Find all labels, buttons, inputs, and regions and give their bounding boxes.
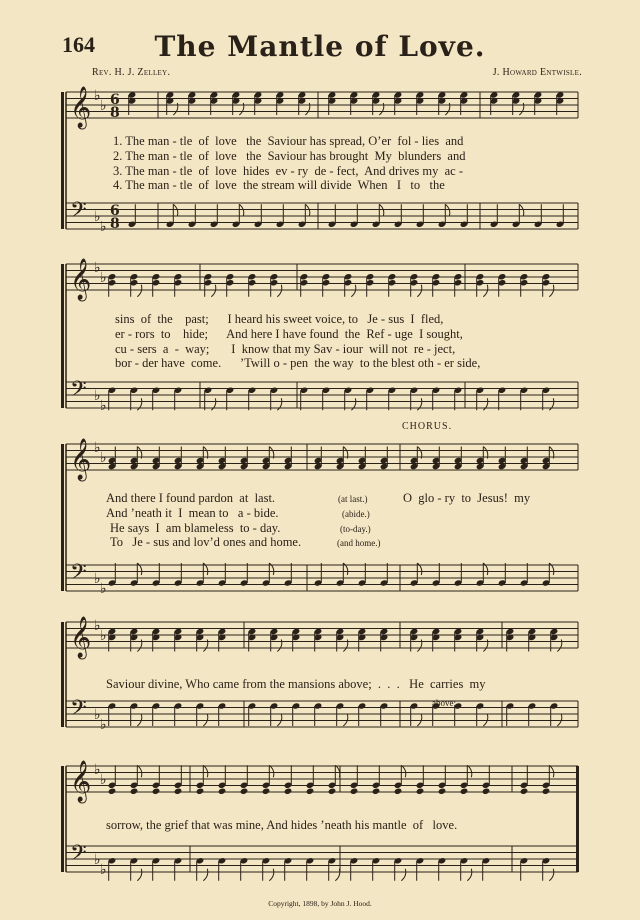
- note-flag: [203, 765, 208, 777]
- note-head: [174, 788, 183, 795]
- chorus-label: CHORUS.: [402, 421, 453, 432]
- verse-line: bor - der have come. ’Twill o - pen the way to the blest oth - er side,: [115, 356, 481, 370]
- bass-clef-icon: 𝄢: [70, 377, 87, 407]
- time-signature: 6: [110, 203, 120, 219]
- note-flag: [277, 285, 282, 297]
- note-flag: [335, 869, 340, 881]
- note-flag: [417, 285, 422, 297]
- note-flag: [549, 765, 554, 777]
- time-signature: 8: [110, 216, 120, 232]
- note-head: [240, 788, 249, 795]
- note-flag: [269, 765, 274, 777]
- verse-line: To Je - sus and lov’d ones and home.: [110, 535, 302, 549]
- hymn-number: 164: [62, 32, 95, 57]
- verse-line: sins of the past; I heard his sweet voice, to Je - sus I fled,: [115, 312, 444, 326]
- note-flag: [467, 869, 472, 881]
- note-head: [394, 788, 403, 795]
- system-bracket: [61, 622, 64, 727]
- flat-icon: ♭: [100, 219, 107, 235]
- refrain-text: O glo - ry to Jesus! my: [403, 491, 531, 505]
- note-head: [520, 788, 529, 795]
- note-flag: [549, 285, 554, 297]
- note-flag: [269, 869, 274, 881]
- flat-icon: ♭: [94, 260, 101, 276]
- note-flag: [401, 869, 406, 881]
- time-signature: 8: [110, 105, 120, 121]
- treble-clef-icon: 𝄞: [70, 87, 92, 128]
- verse-line: Saviour divine, Who came from the mansions above; . . . He carries my: [106, 677, 486, 691]
- flat-icon: ♭: [94, 209, 101, 225]
- note-head: [152, 788, 161, 795]
- flat-icon: ♭: [94, 762, 101, 778]
- note-head: [328, 788, 337, 795]
- system-bracket: [61, 766, 64, 872]
- flat-icon: ♭: [94, 571, 101, 587]
- treble-clef-icon: 𝄞: [70, 617, 92, 658]
- verse-line: And there I found pardon at last.: [106, 491, 276, 505]
- echo-text: (to-day.): [340, 524, 371, 534]
- flat-icon: ♭: [100, 717, 107, 733]
- note-flag: [379, 204, 384, 216]
- note-head: [482, 788, 491, 795]
- system-bracket: [61, 444, 64, 591]
- author-credit: Rev. H. J. Zelley.: [92, 67, 171, 78]
- note-flag: [335, 765, 340, 777]
- flat-icon: ♭: [100, 398, 107, 414]
- echo-text: above;: [432, 698, 456, 708]
- flat-icon: ♭: [94, 388, 101, 404]
- copyright-notice: Copyright, 1898, by John J. Hood.: [268, 899, 372, 908]
- note-head: [438, 788, 447, 795]
- note-flag: [203, 869, 208, 881]
- note-flag: [137, 869, 142, 881]
- note-flag: [351, 285, 356, 297]
- note-flag: [173, 204, 178, 216]
- flat-icon: ♭: [100, 450, 107, 466]
- flat-icon: ♭: [100, 628, 107, 644]
- note-head: [542, 788, 551, 795]
- note-flag: [519, 204, 524, 216]
- echo-text: (and home.): [337, 538, 381, 548]
- note-flag: [467, 765, 472, 777]
- flat-icon: ♭: [94, 852, 101, 868]
- note-head: [460, 788, 469, 795]
- note-flag: [483, 285, 488, 297]
- note-head: [108, 788, 117, 795]
- verse-line: 4. The man - tle of love the stream will divide When I to the: [113, 178, 445, 192]
- flat-icon: ♭: [94, 707, 101, 723]
- flat-icon: ♭: [94, 88, 101, 104]
- treble-clef-icon: 𝄞: [70, 761, 92, 802]
- note-head: [372, 788, 381, 795]
- note-head: [130, 788, 139, 795]
- verse-line: He says I am blameless to - day.: [110, 521, 281, 535]
- flat-icon: ♭: [100, 581, 107, 597]
- note-flag: [401, 765, 406, 777]
- verse-line: cu - sers a - way; I know that my Sav - iour will not re - ject,: [115, 342, 456, 356]
- echo-text: (at last.): [338, 494, 368, 504]
- verse-line: er - rors to hide; And here I have found the Ref - uge I sought,: [115, 327, 463, 341]
- note-flag: [305, 204, 310, 216]
- note-head: [284, 788, 293, 795]
- note-flag: [549, 869, 554, 881]
- final-barline: [576, 766, 579, 872]
- bass-clef-icon: 𝄢: [70, 560, 87, 590]
- note-head: [416, 788, 425, 795]
- flat-icon: ♭: [94, 618, 101, 634]
- bass-clef-icon: 𝄢: [70, 696, 87, 726]
- note-head: [262, 788, 271, 795]
- bass-clef-icon: 𝄢: [70, 198, 87, 228]
- system-bracket: [61, 92, 64, 229]
- flat-icon: ♭: [94, 440, 101, 456]
- verse-line: And ’neath it I mean to a - bide.: [106, 506, 279, 520]
- note-head: [306, 788, 315, 795]
- time-signature: 6: [110, 92, 120, 108]
- treble-clef-icon: 𝄞: [70, 439, 92, 480]
- note-flag: [445, 204, 450, 216]
- treble-clef-icon: 𝄞: [70, 259, 92, 300]
- flat-icon: ♭: [100, 270, 107, 286]
- verse-line: 2. The man - tle of love the Saviour has brought My blunders and: [113, 149, 466, 163]
- note-flag: [137, 765, 142, 777]
- verse-line: sorrow, the grief that was mine, And hides ’neath his mantle of love.: [106, 818, 458, 832]
- note-flag: [137, 285, 142, 297]
- note-head: [218, 788, 227, 795]
- note-flag: [239, 204, 244, 216]
- note-head: [350, 788, 359, 795]
- note-head: [196, 788, 205, 795]
- note-flag: [211, 285, 216, 297]
- verse-line: 3. The man - tle of love hides ev - ry de - fect, And drives my ac -: [113, 164, 464, 178]
- hymn-title: The Mantle of Love.: [154, 30, 486, 63]
- composer-credit: J. Howard Entwisle.: [492, 67, 582, 78]
- flat-icon: ♭: [100, 862, 107, 878]
- flat-icon: ♭: [100, 98, 107, 114]
- echo-text: (abide.): [342, 509, 370, 519]
- system-bracket: [61, 264, 64, 408]
- flat-icon: ♭: [100, 772, 107, 788]
- verse-line: 1. The man - tle of love the Saviour has spread, O’er fol - lies and: [113, 134, 464, 148]
- bass-clef-icon: 𝄢: [70, 841, 87, 871]
